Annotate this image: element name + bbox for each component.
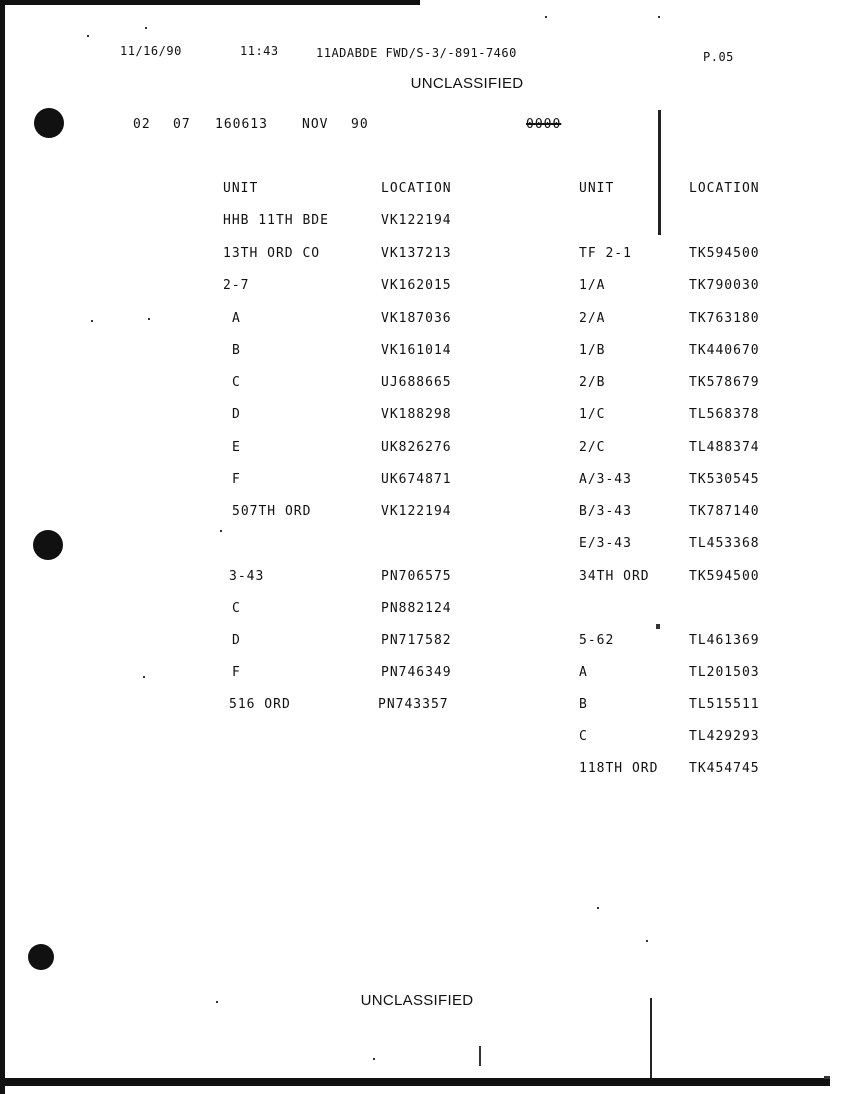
left-row-location: UJ688665	[381, 375, 452, 390]
left-col-header-location: LOCATION	[381, 181, 452, 196]
fax-time: 11:43	[240, 44, 279, 58]
right-row-location: TL453368	[689, 536, 760, 551]
right-row-unit: B/3-43	[579, 504, 632, 519]
scan-speck	[143, 676, 145, 678]
right-row-location: TL429293	[689, 729, 760, 744]
right-row-unit: 1/C	[579, 407, 606, 422]
dtg-year: 90	[351, 117, 369, 132]
left-row-location: UK826276	[381, 440, 452, 455]
right-col-header-location: LOCATION	[689, 181, 760, 196]
left-col-header-unit: UNIT	[223, 181, 259, 196]
right-row-location: TK594500	[689, 246, 760, 261]
right-row-unit: 2/C	[579, 440, 606, 455]
classification-top: UNCLASSIFIED	[410, 75, 524, 92]
dtg-struck-text: 0000	[526, 117, 562, 132]
left-row-location: PN706575	[381, 569, 452, 584]
scan-edge-top	[0, 0, 420, 5]
left-row-unit: F	[232, 665, 241, 680]
left-row-location: VK122194	[381, 213, 452, 228]
right-row-unit: A/3-43	[579, 472, 632, 487]
left-row-location: PN882124	[381, 601, 452, 616]
right-row-location: TL515511	[689, 697, 760, 712]
classification-bottom: UNCLASSIFIED	[360, 992, 474, 1009]
scan-speck	[824, 1076, 830, 1079]
right-row-unit: C	[579, 729, 588, 744]
right-row-unit: TF 2-1	[579, 246, 632, 261]
left-row-location: VK187036	[381, 311, 452, 326]
left-row-location: VK122194	[381, 504, 452, 519]
fax-date: 11/16/90	[120, 44, 182, 58]
punch-hole-top	[34, 108, 64, 138]
left-row-location: PN717582	[381, 633, 452, 648]
right-row-unit: E/3-43	[579, 536, 632, 551]
scan-edge-bottom	[0, 1078, 830, 1086]
right-row-unit: 2/B	[579, 375, 606, 390]
right-col-header-unit: UNIT	[579, 181, 615, 196]
scan-speck	[658, 16, 660, 18]
left-row-unit: 507TH ORD	[232, 504, 312, 519]
scan-speck	[479, 1046, 481, 1066]
scan-speck	[148, 318, 150, 320]
right-row-unit: 2/A	[579, 311, 606, 326]
right-row-location: TK530545	[689, 472, 760, 487]
left-row-unit: 3-43	[229, 569, 265, 584]
left-row-unit: 516 ORD	[229, 697, 291, 712]
scan-artifact-line-bottom	[650, 998, 652, 1078]
left-row-unit: A	[232, 311, 241, 326]
right-row-location: TL201503	[689, 665, 760, 680]
left-row-unit: C	[232, 601, 241, 616]
dtg-part-a: 02	[133, 117, 151, 132]
right-row-location: TK454745	[689, 761, 760, 776]
punch-hole-middle	[33, 530, 63, 560]
right-row-unit: B	[579, 697, 588, 712]
left-row-unit: E	[232, 440, 241, 455]
right-row-location: TK787140	[689, 504, 760, 519]
left-row-location: VK188298	[381, 407, 452, 422]
scan-speck	[545, 16, 547, 18]
dtg-part-c: 160613	[215, 117, 268, 132]
scan-edge-left	[0, 0, 5, 1094]
left-row-unit: D	[232, 407, 241, 422]
left-row-unit: B	[232, 343, 241, 358]
left-row-location: PN743357	[378, 697, 449, 712]
scan-speck	[656, 624, 660, 629]
scan-speck	[373, 1058, 375, 1060]
right-row-unit: A	[579, 665, 588, 680]
left-row-unit: F	[232, 472, 241, 487]
right-row-unit: 1/B	[579, 343, 606, 358]
scan-speck	[597, 907, 599, 909]
left-row-location: UK674871	[381, 472, 452, 487]
right-row-location: TL461369	[689, 633, 760, 648]
right-row-location: TL568378	[689, 407, 760, 422]
right-row-unit: 118TH ORD	[579, 761, 659, 776]
right-row-location: TK790030	[689, 278, 760, 293]
right-row-location: TL488374	[689, 440, 760, 455]
right-row-unit: 34TH ORD	[579, 569, 650, 584]
page-number: P.05	[703, 50, 734, 64]
scan-speck	[646, 940, 648, 942]
left-row-unit: C	[232, 375, 241, 390]
dtg-part-b: 07	[173, 117, 191, 132]
left-row-unit: 2-7	[223, 278, 250, 293]
right-row-location: TK578679	[689, 375, 760, 390]
left-row-unit: 13TH ORD CO	[223, 246, 321, 261]
scan-speck	[91, 320, 93, 322]
right-row-location: TK594500	[689, 569, 760, 584]
left-row-location: VK162015	[381, 278, 452, 293]
punch-hole-bottom	[28, 944, 54, 970]
scan-speck	[220, 530, 222, 532]
left-row-unit: D	[232, 633, 241, 648]
left-row-location: PN746349	[381, 665, 452, 680]
scan-speck	[87, 35, 89, 37]
scan-artifact-line	[658, 110, 661, 235]
fax-routing: 11ADABDE FWD/S-3/-891-7460	[316, 46, 517, 60]
dtg-month: NOV	[302, 117, 329, 132]
left-row-location: VK161014	[381, 343, 452, 358]
right-row-location: TK763180	[689, 311, 760, 326]
right-row-unit: 5-62	[579, 633, 615, 648]
right-row-location: TK440670	[689, 343, 760, 358]
right-row-unit: 1/A	[579, 278, 606, 293]
scan-speck	[145, 27, 147, 29]
left-row-unit: HHB 11TH BDE	[223, 213, 329, 228]
scan-speck	[216, 1001, 218, 1003]
left-row-location: VK137213	[381, 246, 452, 261]
